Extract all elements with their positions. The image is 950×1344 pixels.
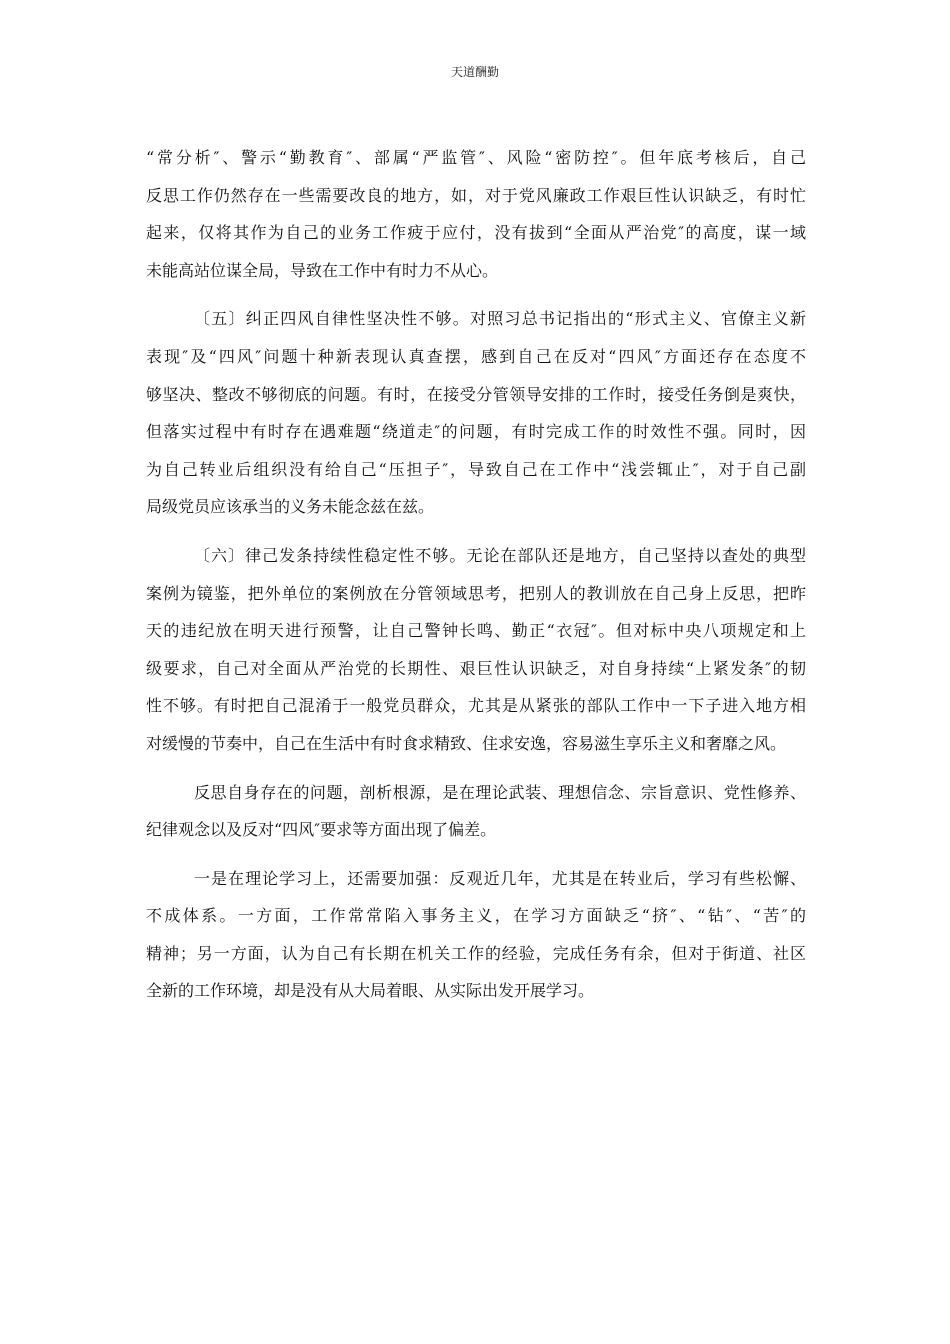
paragraph — [146, 774, 806, 849]
text-line: 〔五〕纠正四风自律性坚决性不够。对照习总书记指出的“形式主义、官僚主义新 — [194, 309, 806, 329]
paragraph — [146, 537, 806, 763]
text-line: 对缓慢的节奏中，自己在生活中有时食求精致、住求安逸，容易滋生享乐主义和奢靡之风。 — [146, 733, 787, 753]
text-line: 够坚决、整改不够彻底的问题。有时，在接受分管领导安排的工作时，接受任务倒是爽快， — [146, 384, 806, 404]
document-body — [146, 139, 806, 1010]
page-header: 天道酬勤 — [450, 65, 499, 79]
paragraph — [146, 300, 806, 526]
text-line: 为自己转业后组织没有给自己“压担子″，导致自己在工作中“浅尝辄止″，对于自己副 — [146, 459, 806, 479]
text-line: 〔六〕律己发条持续性稳定性不够。无论在部队还是地方，自己坚持以查处的典型 — [194, 545, 806, 565]
text-line: 天的违纪放在明天进行预警，让自己警钟长鸣、勤正“衣冠″。但对标中央八项规定和上 — [146, 621, 806, 641]
text-line: 但落实过程中有时存在遇难题“绕道走″的问题，有时完成工作的时效性不强。同时，因 — [146, 422, 806, 442]
text-line: 起来，仅将其作为自己的业务工作疲于应付，没有拔到“全面从严治党″的高度，谋一域 — [146, 223, 806, 243]
text-line: 反思工作仍然存在一些需要改良的地方，如，对于党风廉政工作艰巨性认识缺乏，有时忙 — [146, 185, 806, 205]
text-line: 精神；另一方面，认为自己有长期在机关工作的经验，完成任务有余，但对于街道、社区 — [146, 943, 806, 963]
text-line: 案例为镜鉴，把外单位的案例放在分管领域思考，把别人的教训放在自己身上反思，把昨 — [146, 583, 806, 603]
text-line: 不成体系。一方面，工作常常陷入事务主义，在学习方面缺乏“挤″、“钻″、“苦″的 — [146, 906, 806, 926]
text-line: “常分析″、警示“勤教育″、部属“严监管″、风险“密防控″。但年底考核后，自己 — [146, 148, 806, 167]
paragraph — [146, 860, 806, 1010]
text-line: 表现″及“四风″问题十种新表现认真查摆，感到自己在反对“四风″方面还存在态度不 — [146, 346, 806, 366]
text-line: 级要求，自己对全面从严治党的长期性、艰巨性认识缺乏，对自身持续“上紧发条″的韧 — [146, 658, 806, 678]
text-line: 局级党员应该承当的义务未能念兹在兹。 — [146, 497, 435, 517]
paragraph — [146, 139, 806, 289]
text-line: 反思自身存在的问题，剖析根源，是在理论武装、理想信念、宗旨意识、党性修养、 — [194, 782, 806, 802]
text-line: 纪律观念以及反对“四风″要求等方面出现了偏差。 — [146, 820, 497, 840]
text-line: 一是在理论学习上，还需要加强：反观近几年，尤其是在转业后，学习有些松懈、 — [194, 868, 806, 888]
text-line: 未能高站位谋全局，导致在工作中有时力不从心。 — [146, 260, 499, 280]
text-line: 全新的工作环境，却是没有从大局着眼、从实际出发开展学习。 — [146, 981, 595, 1001]
text-line: 性不够。有时把自己混淆于一般党员群众，尤其是从紧张的部队工作中一下子进入地方相 — [146, 696, 806, 716]
